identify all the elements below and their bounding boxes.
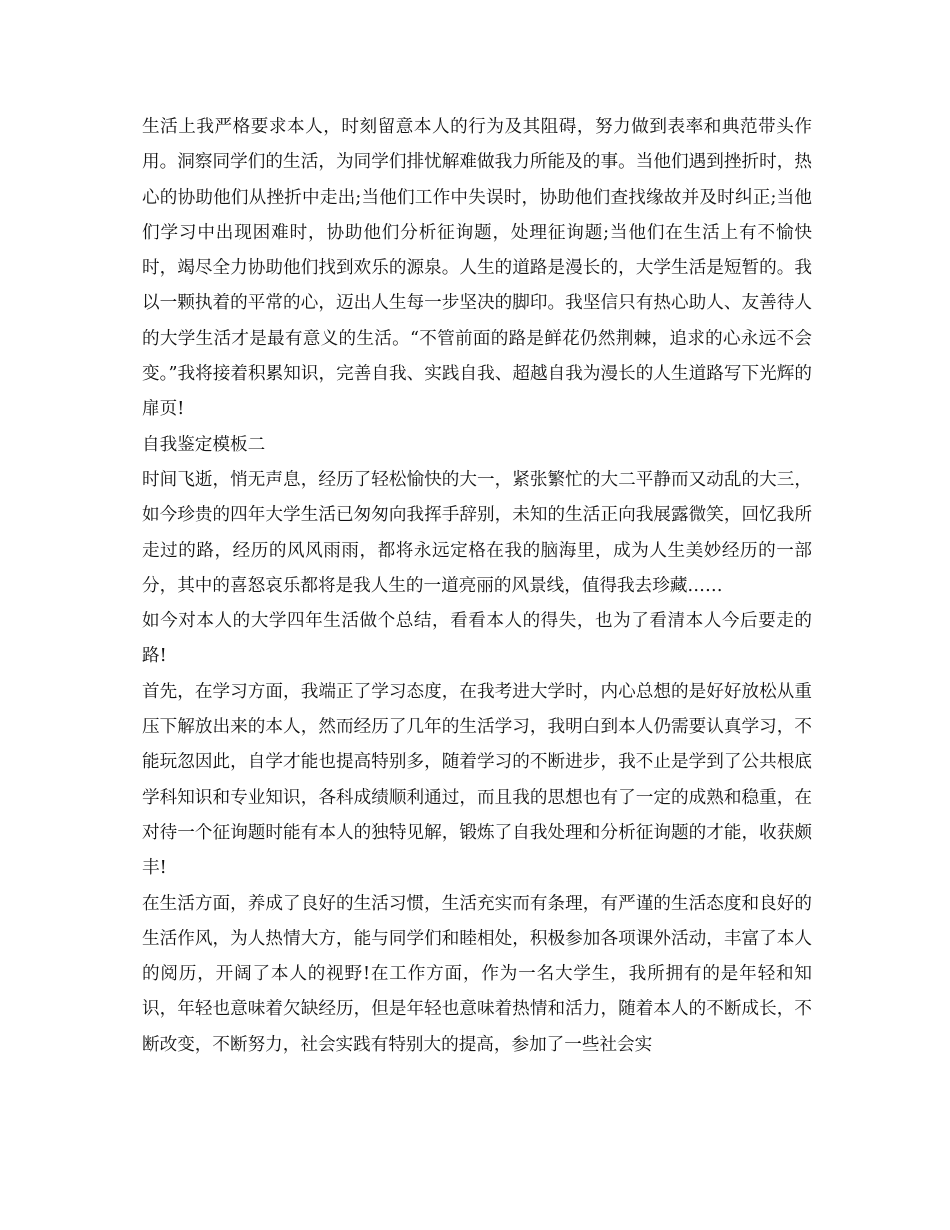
paragraph-time-flies: 时间飞逝，悄无声息，经历了轻松愉快的大一，紧张繁忙的大二平静而又动乱的大三，如今珍贵的四年大学生活已匆匆向我挥手辞别，未知的生活正向我展露微笑，回忆我所走过的路，经历的风风雨雨，都将永远定格在我的脑海里，成为人生美妙经历的一部分，其中的喜怒哀乐都将是我人生的一道亮丽的风景线，值得我去珍藏…… bbox=[142, 469, 812, 596]
section-heading-template-two: 自我鉴定模板二 bbox=[142, 434, 266, 455]
paragraph-summary-intro: 如今对本人的大学四年生活做个总结，看看本人的得失，也为了看清本人今后要走的路! bbox=[142, 611, 812, 667]
paragraph-life-and-work: 在生活方面，养成了良好的生活习惯，生活充实而有条理，有严谨的生活态度和良好的生活作风，为人热情大方，能与同学们和睦相处，积极参加各项课外活动，丰富了本人的阅历，开阔了本人的视野!在工作方面，作为一名大学生，我所拥有的是年轻和知识，年轻也意味着欠缺经历，但是年轻也意味着热情和活力，随着本人的不断成长，不断改变，不断努力，社会实践有特别大的提高，参加了一些社会实 bbox=[142, 893, 812, 1055]
document-body bbox=[142, 110, 812, 1063]
paragraph-life-self-discipline: 生活上我严格要求本人，时刻留意本人的行为及其阻碍，努力做到表率和典范带头作用。洞察同学们的生活，为同学们排忧解难做我力所能及的事。当他们遇到挫折时，热心的协助他们从挫折中走出;当他们工作中失误时，协助他们查找缘故并及时纠正;当他们学习中出现困难时，协助他们分析征询题，处理征询题;当他们在生活上有不愉快时，竭尽全力协助他们找到欢乐的源泉。人生的道路是漫长的，大学生活是短暂的。我以一颗执着的平常的心，迈出人生每一步坚决的脚印。我坚信只有热心助人、友善待人的大学生活才是最有意义的生活。“不管前面的路是鲜花仍然荆棘，追求的心永远不会变。”我将接着积累知识，完善自我、实践自我、超越自我为漫长的人生道路写下光辉的扉页! bbox=[142, 117, 812, 420]
paragraph-study: 首先，在学习方面，我端正了学习态度，在我考进大学时，内心总想的是好好放松从重压下解放出来的本人，然而经历了几年的生活学习，我明白到本人仍需要认真学习，不能玩忽因此，自学才能也提高特别多，随着学习的不断进步，我不止是学到了公共根底学科知识和专业知识，各科成绩顺利通过，而且我的思想也有了一定的成熟和稳重，在对待一个征询题时能有本人的独特见解，锻炼了自我处理和分析征询题的才能，收获颇丰! bbox=[142, 681, 812, 879]
